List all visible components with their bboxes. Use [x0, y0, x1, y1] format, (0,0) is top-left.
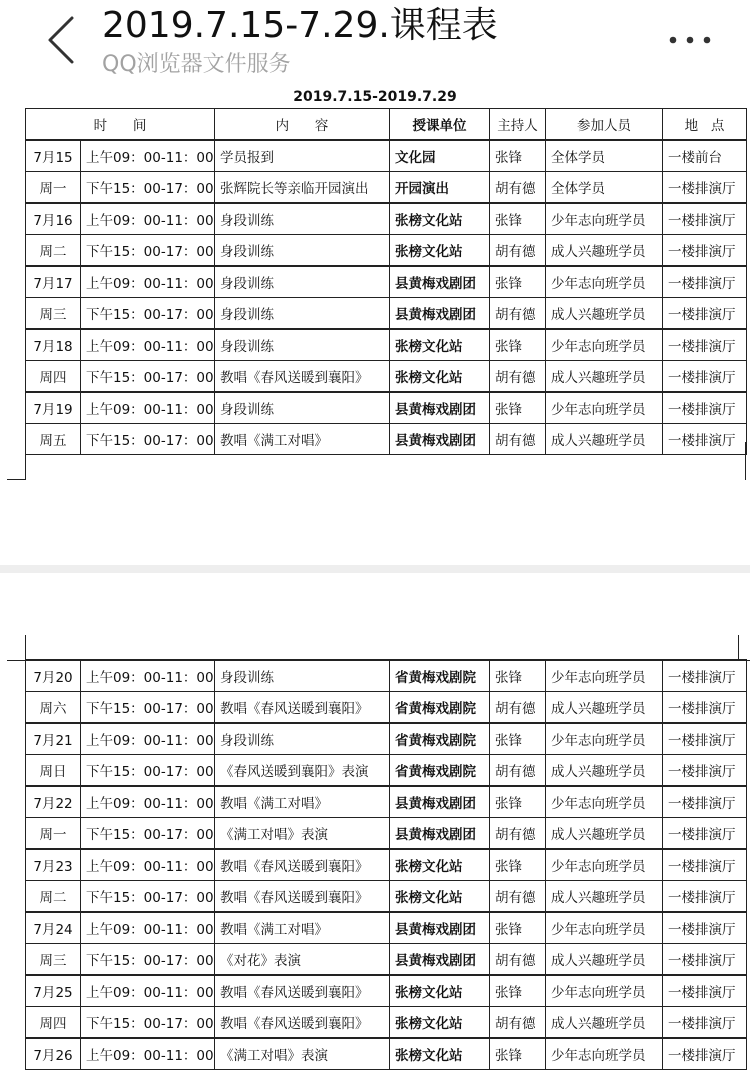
cell-participants: 少年志向班学员	[546, 786, 663, 818]
cell-content: 身段训练	[215, 298, 390, 330]
cell-unit: 县黄梅戏剧团	[390, 944, 490, 976]
cell-participants: 成人兴趣班学员	[546, 424, 663, 455]
cell-unit: 省黄梅戏剧院	[390, 723, 490, 755]
cell-host: 胡有德	[490, 818, 546, 850]
cell-content: 《满工对唱》表演	[215, 818, 390, 850]
cell-unit: 县黄梅戏剧团	[390, 266, 490, 298]
cell-location: 一楼排演厅	[663, 235, 747, 267]
cell-date: 7月17	[26, 266, 81, 298]
page-separator	[0, 565, 750, 573]
cell-participants: 成人兴趣班学员	[546, 361, 663, 393]
cell-participants: 成人兴趣班学员	[546, 944, 663, 976]
cell-location: 一楼排演厅	[663, 975, 747, 1007]
cell-date: 周一	[26, 818, 81, 850]
cell-date: 周二	[26, 881, 81, 913]
cell-date: 7月15	[26, 140, 81, 172]
cell-content: 教唱《春风送暖到襄阳》	[215, 881, 390, 913]
page-corner-mark	[25, 442, 26, 480]
cell-host: 张锋	[490, 786, 546, 818]
cell-location: 一楼排演厅	[663, 361, 747, 393]
cell-content: 身段训练	[215, 235, 390, 267]
file-source-subtitle: QQ浏览器文件服务	[102, 52, 291, 77]
cell-host: 张锋	[490, 392, 546, 424]
page-corner-mark	[7, 660, 25, 661]
cell-location: 一楼排演厅	[663, 881, 747, 913]
cell-unit: 张榜文化站	[390, 975, 490, 1007]
cell-time: 上午09：00-11：00	[81, 912, 215, 944]
back-button[interactable]	[42, 14, 82, 66]
cell-unit: 张榜文化站	[390, 881, 490, 913]
cell-host: 张锋	[490, 1038, 546, 1070]
cell-time: 下午15：00-17：00	[81, 818, 215, 850]
cell-host: 张锋	[490, 975, 546, 1007]
cell-location: 一楼排演厅	[663, 329, 747, 361]
cell-host: 张锋	[490, 849, 546, 881]
table-row	[26, 912, 747, 944]
cell-content: 教唱《满工对唱》	[215, 424, 390, 455]
cell-location: 一楼排演厅	[663, 392, 747, 424]
cell-time: 下午15：00-17：00	[81, 361, 215, 393]
cell-location: 一楼排演厅	[663, 723, 747, 755]
more-dots-icon	[666, 22, 716, 52]
cell-unit: 省黄梅戏剧院	[390, 660, 490, 692]
table-row	[26, 140, 747, 172]
cell-unit: 县黄梅戏剧团	[390, 786, 490, 818]
header-host: 主持人	[490, 109, 546, 141]
cell-date: 7月26	[26, 1038, 81, 1070]
cell-date: 周四	[26, 361, 81, 393]
cell-host: 胡有德	[490, 692, 546, 724]
table-row	[26, 786, 747, 818]
cell-host: 张锋	[490, 266, 546, 298]
cell-unit: 县黄梅戏剧团	[390, 912, 490, 944]
cell-content: 身段训练	[215, 329, 390, 361]
document-page-2	[0, 573, 750, 1067]
cell-host: 胡有德	[490, 298, 546, 330]
table-row	[26, 172, 747, 204]
cell-content: 教唱《满工对唱》	[215, 786, 390, 818]
cell-date: 周一	[26, 172, 81, 204]
back-chevron-icon	[42, 14, 82, 66]
cell-unit: 张榜文化站	[390, 235, 490, 267]
cell-host: 张锋	[490, 203, 546, 235]
page-corner-mark	[745, 442, 746, 480]
table-row	[26, 361, 747, 393]
cell-content: 身段训练	[215, 660, 390, 692]
cell-content: 身段训练	[215, 266, 390, 298]
table-row	[26, 235, 747, 267]
cell-unit: 开园演出	[390, 172, 490, 204]
cell-participants: 成人兴趣班学员	[546, 298, 663, 330]
cell-date: 7月24	[26, 912, 81, 944]
cell-host: 张锋	[490, 723, 546, 755]
cell-participants: 成人兴趣班学员	[546, 1007, 663, 1039]
header-time: 时 间	[26, 109, 215, 141]
cell-location: 一楼排演厅	[663, 1007, 747, 1039]
cell-time: 上午09：00-11：00	[81, 849, 215, 881]
cell-unit: 张榜文化站	[390, 203, 490, 235]
page-corner-mark	[7, 479, 25, 480]
cell-host: 胡有德	[490, 424, 546, 455]
cell-time: 上午09：00-11：00	[81, 329, 215, 361]
cell-date: 周三	[26, 298, 81, 330]
cell-participants: 少年志向班学员	[546, 329, 663, 361]
cell-date: 周六	[26, 692, 81, 724]
cell-host: 胡有德	[490, 172, 546, 204]
cell-date: 周三	[26, 944, 81, 976]
cell-location: 一楼前台	[663, 140, 747, 172]
table-row	[26, 692, 747, 724]
cell-host: 张锋	[490, 329, 546, 361]
cell-date: 周二	[26, 235, 81, 267]
cell-host: 胡有德	[490, 755, 546, 787]
cell-participants: 成人兴趣班学员	[546, 692, 663, 724]
table-row	[26, 818, 747, 850]
cell-participants: 全体学员	[546, 140, 663, 172]
cell-unit: 县黄梅戏剧团	[390, 392, 490, 424]
table-header-row	[26, 109, 747, 141]
cell-location: 一楼排演厅	[663, 818, 747, 850]
table-row	[26, 392, 747, 424]
cell-host: 胡有德	[490, 361, 546, 393]
cell-date: 7月25	[26, 975, 81, 1007]
table-row	[26, 298, 747, 330]
page-corner-mark	[738, 635, 739, 661]
cell-content: 张辉院长等亲临开园演出	[215, 172, 390, 204]
cell-time: 下午15：00-17：00	[81, 881, 215, 913]
cell-time: 上午09：00-11：00	[81, 203, 215, 235]
cell-location: 一楼排演厅	[663, 660, 747, 692]
cell-time: 下午15：00-17：00	[81, 424, 215, 455]
cell-content: 教唱《春风送暖到襄阳》	[215, 692, 390, 724]
cell-participants: 少年志向班学员	[546, 660, 663, 692]
table-row	[26, 424, 747, 455]
cell-host: 张锋	[490, 912, 546, 944]
table-row	[26, 849, 747, 881]
cell-unit: 县黄梅戏剧团	[390, 818, 490, 850]
cell-location: 一楼排演厅	[663, 1038, 747, 1070]
cell-time: 上午09：00-11：00	[81, 723, 215, 755]
cell-time: 下午15：00-17：00	[81, 944, 215, 976]
cell-host: 胡有德	[490, 944, 546, 976]
table-row	[26, 1038, 747, 1070]
cell-time: 上午09：00-11：00	[81, 786, 215, 818]
cell-unit: 张榜文化站	[390, 849, 490, 881]
page-corner-mark	[25, 635, 26, 661]
cell-unit: 省黄梅戏剧院	[390, 755, 490, 787]
cell-time: 下午15：00-17：00	[81, 172, 215, 204]
cell-content: 学员报到	[215, 140, 390, 172]
cell-participants: 少年志向班学员	[546, 266, 663, 298]
table-row	[26, 329, 747, 361]
cell-participants: 少年志向班学员	[546, 975, 663, 1007]
cell-date: 7月20	[26, 660, 81, 692]
table-row	[26, 723, 747, 755]
cell-time: 上午09：00-11：00	[81, 392, 215, 424]
header-participants: 参加人员	[546, 109, 663, 141]
cell-location: 一楼排演厅	[663, 755, 747, 787]
schedule-table-page-2	[25, 659, 747, 1070]
cell-time: 上午09：00-11：00	[81, 975, 215, 1007]
cell-content: 《春风送暖到襄阳》表演	[215, 755, 390, 787]
cell-time: 上午09：00-11：00	[81, 1038, 215, 1070]
cell-participants: 成人兴趣班学员	[546, 818, 663, 850]
cell-time: 下午15：00-17：00	[81, 755, 215, 787]
cell-participants: 少年志向班学员	[546, 723, 663, 755]
table-row	[26, 660, 747, 692]
table-row	[26, 975, 747, 1007]
cell-date: 7月21	[26, 723, 81, 755]
cell-time: 上午09：00-11：00	[81, 140, 215, 172]
cell-unit: 张榜文化站	[390, 361, 490, 393]
cell-location: 一楼排演厅	[663, 203, 747, 235]
cell-location: 一楼排演厅	[663, 912, 747, 944]
cell-location: 一楼排演厅	[663, 266, 747, 298]
table-row	[26, 266, 747, 298]
cell-date: 7月16	[26, 203, 81, 235]
table-row	[26, 944, 747, 976]
cell-unit: 张榜文化站	[390, 1038, 490, 1070]
cell-host: 胡有德	[490, 235, 546, 267]
table-row	[26, 203, 747, 235]
cell-content: 教唱《春风送暖到襄阳》	[215, 361, 390, 393]
cell-unit: 县黄梅戏剧团	[390, 298, 490, 330]
cell-location: 一楼排演厅	[663, 849, 747, 881]
header-location: 地 点	[663, 109, 747, 141]
cell-participants: 少年志向班学员	[546, 203, 663, 235]
cell-content: 身段训练	[215, 392, 390, 424]
cell-content: 教唱《春风送暖到襄阳》	[215, 975, 390, 1007]
cell-unit: 文化园	[390, 140, 490, 172]
more-button[interactable]	[666, 22, 716, 52]
file-title: 2019.7.15-7.29.课程表	[102, 5, 498, 46]
table-row	[26, 881, 747, 913]
cell-content: 身段训练	[215, 723, 390, 755]
cell-unit: 省黄梅戏剧院	[390, 692, 490, 724]
cell-location: 一楼排演厅	[663, 298, 747, 330]
cell-participants: 全体学员	[546, 172, 663, 204]
header-teaching-unit: 授课单位	[390, 109, 490, 141]
cell-location: 一楼排演厅	[663, 172, 747, 204]
cell-unit: 县黄梅戏剧团	[390, 424, 490, 455]
cell-participants: 成人兴趣班学员	[546, 881, 663, 913]
header-content: 内 容	[215, 109, 390, 141]
cell-host: 胡有德	[490, 1007, 546, 1039]
cell-time: 下午15：00-17：00	[81, 692, 215, 724]
cell-time: 下午15：00-17：00	[81, 1007, 215, 1039]
cell-content: 身段训练	[215, 203, 390, 235]
cell-location: 一楼排演厅	[663, 944, 747, 976]
table-row	[26, 755, 747, 787]
cell-participants: 少年志向班学员	[546, 912, 663, 944]
cell-unit: 张榜文化站	[390, 1007, 490, 1039]
cell-content: 教唱《春风送暖到襄阳》	[215, 1007, 390, 1039]
cell-time: 上午09：00-11：00	[81, 660, 215, 692]
cell-content: 《对花》表演	[215, 944, 390, 976]
cell-participants: 成人兴趣班学员	[546, 755, 663, 787]
document-page-1	[0, 89, 750, 565]
cell-participants: 少年志向班学员	[546, 849, 663, 881]
cell-time: 下午15：00-17：00	[81, 235, 215, 267]
cell-content: 教唱《满工对唱》	[215, 912, 390, 944]
table-row	[26, 1007, 747, 1039]
schedule-table-page-1	[25, 108, 747, 455]
cell-host: 胡有德	[490, 881, 546, 913]
cell-participants: 少年志向班学员	[546, 1038, 663, 1070]
cell-host: 张锋	[490, 140, 546, 172]
cell-date: 7月19	[26, 392, 81, 424]
document-heading: 2019.7.15-2019.7.29	[293, 89, 457, 105]
cell-content: 教唱《春风送暖到襄阳》	[215, 849, 390, 881]
cell-date: 7月23	[26, 849, 81, 881]
cell-time: 下午15：00-17：00	[81, 298, 215, 330]
cell-location: 一楼排演厅	[663, 786, 747, 818]
cell-participants: 少年志向班学员	[546, 392, 663, 424]
cell-date: 周日	[26, 755, 81, 787]
cell-location: 一楼排演厅	[663, 424, 747, 455]
cell-date: 周四	[26, 1007, 81, 1039]
cell-unit: 张榜文化站	[390, 329, 490, 361]
cell-content: 《满工对唱》表演	[215, 1038, 390, 1070]
cell-participants: 成人兴趣班学员	[546, 235, 663, 267]
cell-date: 周五	[26, 424, 81, 455]
cell-date: 7月18	[26, 329, 81, 361]
cell-location: 一楼排演厅	[663, 692, 747, 724]
app-bar	[0, 0, 750, 92]
cell-host: 张锋	[490, 660, 546, 692]
cell-time: 上午09：00-11：00	[81, 266, 215, 298]
cell-date: 7月22	[26, 786, 81, 818]
